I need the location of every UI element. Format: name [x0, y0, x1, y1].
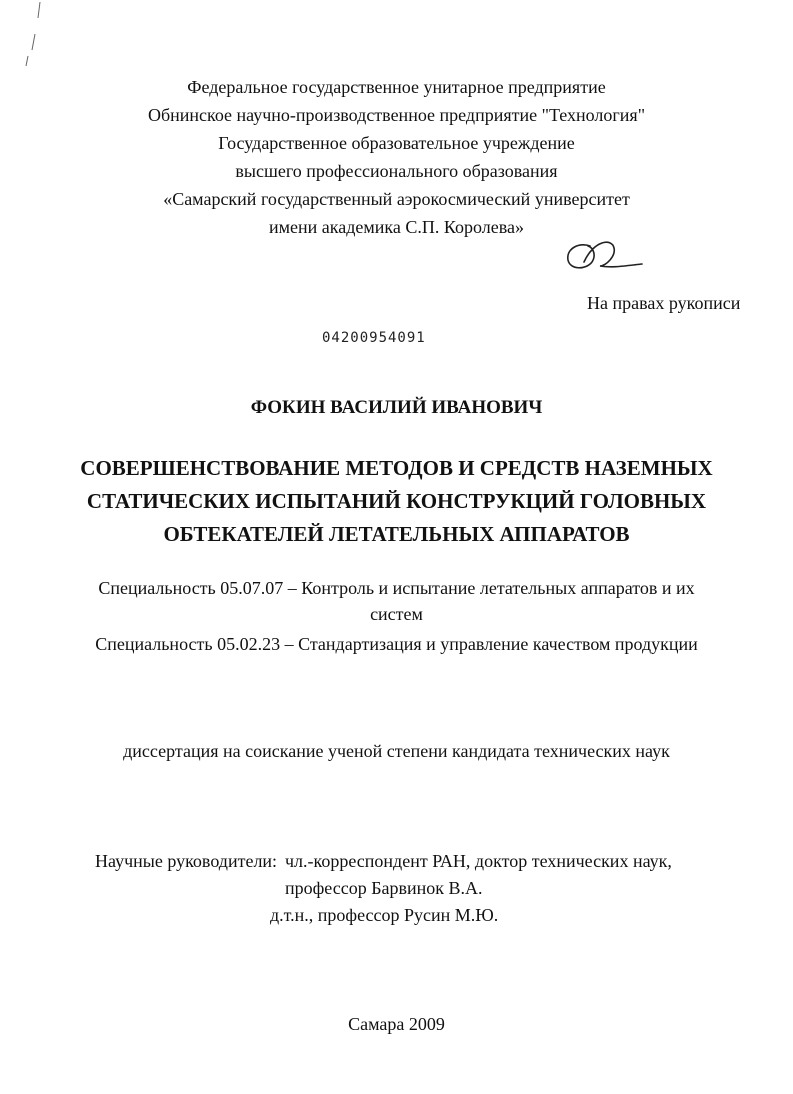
dissertation-title [0, 452, 793, 551]
advisor-line: чл.-корреспондент РАН, доктор технических наук, [285, 851, 672, 871]
title-line: СТАТИЧЕСКИХ ИСПЫТАНИЙ КОНСТРУКЦИЙ ГОЛОВНЫХ [86, 489, 707, 513]
advisors-label: Научные руководители: [95, 851, 278, 871]
degree-statement: диссертация на соискание ученой степени кандидата технических наук [123, 741, 670, 761]
specialty-first: Специальность 05.07.07 – Контроль и испытание летательных аппаратов и их [98, 578, 695, 598]
advisors-row [95, 848, 672, 875]
title-line: СОВЕРШЕНСТВОВАНИЕ МЕТОДОВ И СРЕДСТВ НАЗЕМНЫХ [80, 456, 713, 480]
organization-line: Обнинское научно-производственное предприятие "Технология" [147, 105, 646, 125]
advisor-line: д.т.н., профессор Русин М.Ю. [270, 905, 499, 925]
specialty-second: Специальность 05.02.23 – Стандартизация и управление качеством продукции [95, 634, 698, 654]
advisors-block [95, 848, 672, 929]
handwritten-signature [560, 232, 650, 276]
title-line: ОБТЕКАТЕЛЕЙ ЛЕТАТЕЛЬНЫХ АППАРАТОВ [163, 522, 630, 546]
city-year: Самара 2009 [348, 1014, 445, 1034]
author-name: ФОКИН ВАСИЛИЙ ИВАНОВИЧ [250, 397, 543, 418]
organization-line: имени академика С.П. Королева» [269, 217, 524, 237]
rights-note: На правах рукописи [587, 293, 741, 313]
specialty-first-continued: систем [370, 604, 423, 624]
organization-line: Федеральное государственное унитарное предприятие [187, 77, 606, 97]
organization-block [0, 73, 793, 241]
advisor-line: профессор Барвинок В.А. [285, 878, 483, 898]
margin-pencil-mark [18, 0, 48, 80]
organization-line: высшего профессионального образования [235, 161, 558, 181]
catalog-code: 04200954091 [322, 330, 426, 346]
organization-line: «Самарский государственный аэрокосмический университет [163, 189, 630, 209]
organization-line: Государственное образовательное учреждение [218, 133, 575, 153]
